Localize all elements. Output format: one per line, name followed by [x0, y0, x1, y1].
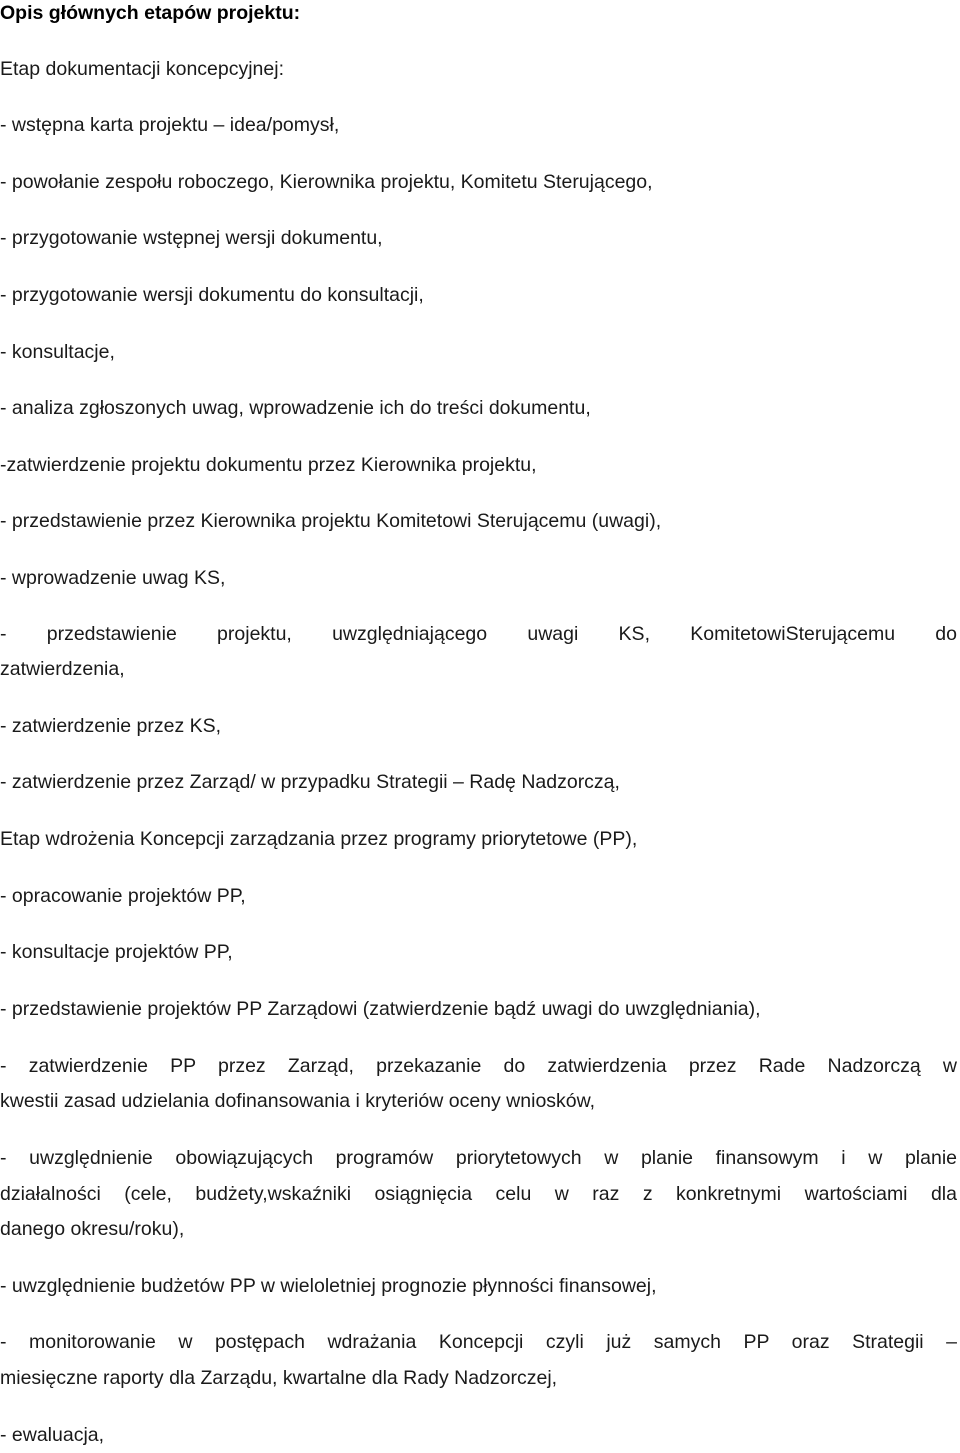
list-item-continuation: zatwierdzenia,: [0, 658, 125, 680]
list-item-continuation: danego okresu/roku),: [0, 1218, 185, 1240]
list-item: - przedstawienie projektów PP Zarządowi (zatwierdzenie bądź uwagi do uwzględniania),: [0, 998, 761, 1020]
list-item: - przygotowanie wstępnej wersji dokumentu,: [0, 227, 383, 249]
list-item: - wstępna karta projektu – idea/pomysł,: [0, 114, 340, 136]
list-item: - zatwierdzenie przez Zarząd/ w przypadku Strategii – Radę Nadzorczą,: [0, 771, 620, 793]
list-item: - przedstawienie projektu, uwzględniającego uwagi KS, KomitetowiSterującemu do: [0, 623, 957, 645]
list-item-continuation: działalności (cele, budżety,wskaźniki osiągnięcia celu w raz z konkretnymi wartościami dla: [0, 1183, 957, 1205]
list-item: - uwzględnienie budżetów PP w wieloletniej prognozie płynności finansowej,: [0, 1275, 657, 1297]
list-item: - przygotowanie wersji dokumentu do konsultacji,: [0, 284, 424, 306]
section-heading-implementation: Etap wdrożenia Koncepcji zarządzania przez programy priorytetowe (PP),: [0, 828, 638, 850]
list-item: - powołanie zespołu roboczego, Kierownika projektu, Komitetu Sterującego,: [0, 171, 653, 193]
list-item: - opracowanie projektów PP,: [0, 885, 246, 907]
list-item-continuation: kwestii zasad udzielania dofinansowania i kryteriów oceny wniosków,: [0, 1090, 596, 1112]
list-item: - konsultacje projektów PP,: [0, 941, 233, 963]
section-heading-concept: Etap dokumentacji koncepcyjnej:: [0, 58, 284, 80]
list-item: - konsultacje,: [0, 341, 115, 363]
document-title: Opis głównych etapów projektu:: [0, 2, 301, 24]
list-item: -zatwierdzenie projektu dokumentu przez Kierownika projektu,: [0, 454, 537, 476]
list-item: - wprowadzenie uwag KS,: [0, 567, 226, 589]
list-item: - zatwierdzenie PP przez Zarząd, przekazanie do zatwierdzenia przez Rade Nadzorczą w: [0, 1055, 957, 1077]
list-item: - uwzględnienie obowiązujących programów priorytetowych w planie finansowym i w planie: [0, 1147, 957, 1169]
list-item: - monitorowanie w postępach wdrażania Koncepcji czyli już samych PP oraz Strategii –: [0, 1331, 957, 1353]
list-item: - ewaluacja,: [0, 1424, 105, 1446]
list-item: - analiza zgłoszonych uwag, wprowadzenie ich do treści dokumentu,: [0, 397, 591, 419]
list-item-continuation: miesięczne raporty dla Zarządu, kwartalne dla Rady Nadzorczej,: [0, 1367, 558, 1389]
list-item: - przedstawienie przez Kierownika projektu Komitetowi Sterującemu (uwagi),: [0, 510, 662, 532]
list-item: - zatwierdzenie przez KS,: [0, 715, 222, 737]
